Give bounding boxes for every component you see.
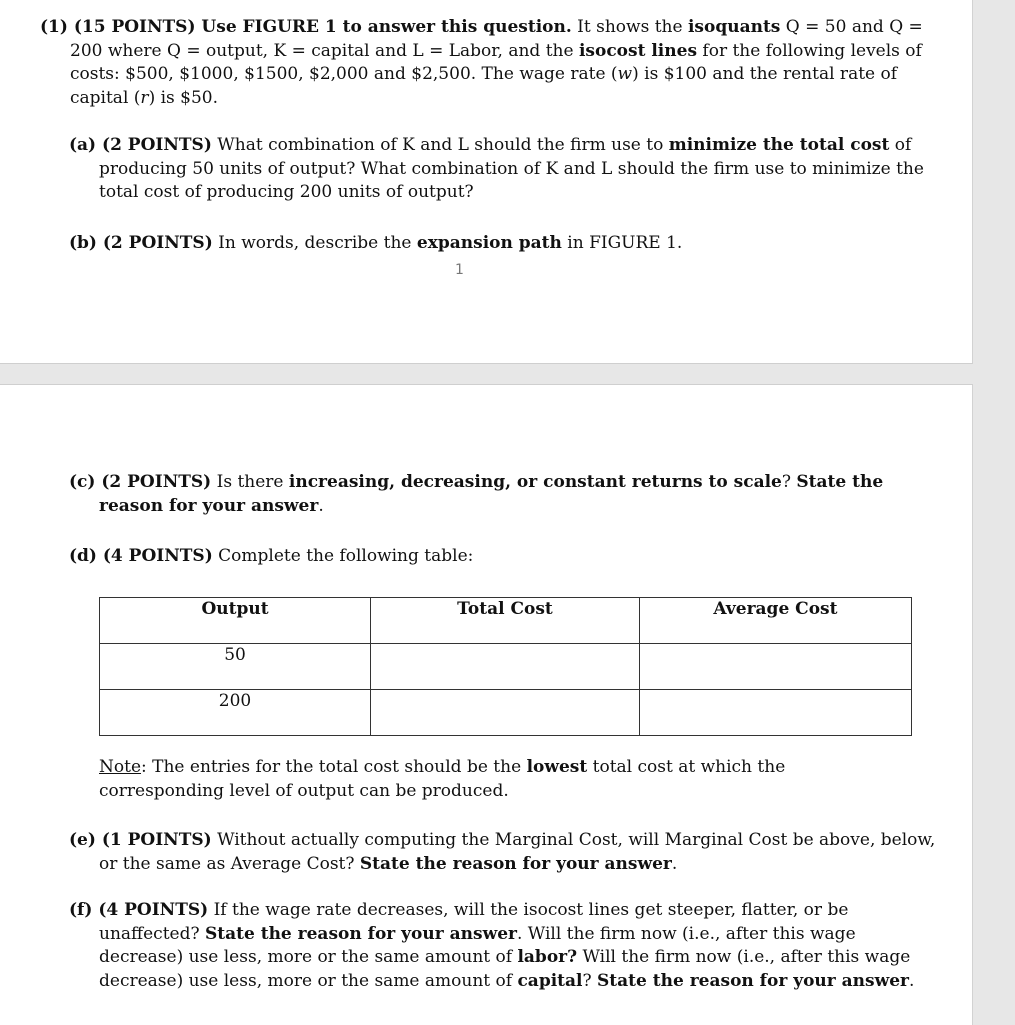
- question-1e-heading: (e) (1 POINTS): [69, 830, 212, 850]
- question-1f-heading: (f) (4 POINTS): [69, 900, 209, 920]
- header-total-cost: Total Cost: [371, 598, 640, 644]
- question-1c: (c) (2 POINTS) Is there increasing, decreasing, or constant returns to scale? State the reason for your answer.: [69, 472, 884, 516]
- question-1a: (a) (2 POINTS) What combination of K and L should the firm use to minimize the total cost of producing 50 units of output? What combination of K and L should the firm use to minimize the total cost of producing 200 units of output?: [69, 135, 924, 203]
- question-1: (1) (15 POINTS) Use FIGURE 1 to answer this question. It shows the isoquants Q = 50 and Q = 200 where Q = output, K = capital and L = Labor, and the isocost lines for the following levels of costs: $500, $1000, $1500, $2,000 and $2,500. The wage rate (w) is $100 and the rental rate of capital (r) is $50.: [40, 17, 923, 108]
- cell-output: 50: [100, 644, 371, 690]
- table-row: [100, 644, 912, 690]
- question-1d: (d) (4 POINTS) Complete the following table:: [69, 546, 474, 566]
- cell-total-cost: [371, 644, 640, 690]
- page-number: 1: [455, 262, 464, 278]
- question-1f: (f) (4 POINTS) If the wage rate decreases, will the isocost lines get steeper, flatter, or be unaffected? State the reason for your answer. Will the firm now (i.e., after this wage decrease) use less, more or the same amount of labor? Will the firm now (i.e., after this wage decrease) use less, more or the same amount of capital? State the reason for your answer.: [69, 900, 915, 991]
- question-1b: (b) (2 POINTS) In words, describe the expansion path in FIGURE 1.: [69, 233, 683, 253]
- table-header-row: [100, 598, 912, 644]
- cell-output: 200: [100, 690, 371, 736]
- cell-average-cost: [639, 690, 911, 736]
- question-1-heading: (1) (15 POINTS) Use FIGURE 1 to answer this question.: [40, 17, 572, 37]
- table-note: Note: The entries for the total cost should be the lowest total cost at which the corresponding level of output can be produced.: [99, 757, 786, 801]
- cost-table: [99, 597, 912, 736]
- table-row: [100, 690, 912, 736]
- document-page-1: [0, 0, 973, 364]
- header-output: Output: [100, 598, 371, 644]
- question-1b-heading: (b) (2 POINTS): [69, 233, 213, 253]
- header-average-cost: Average Cost: [639, 598, 911, 644]
- question-1a-heading: (a) (2 POINTS): [69, 135, 212, 155]
- cell-average-cost: [639, 644, 911, 690]
- question-1d-heading: (d) (4 POINTS): [69, 546, 213, 566]
- question-1c-heading: (c) (2 POINTS): [69, 472, 212, 492]
- cell-total-cost: [371, 690, 640, 736]
- question-1e: (e) (1 POINTS) Without actually computing the Marginal Cost, will Marginal Cost be above, below, or the same as Average Cost? State the reason for your answer.: [69, 830, 936, 874]
